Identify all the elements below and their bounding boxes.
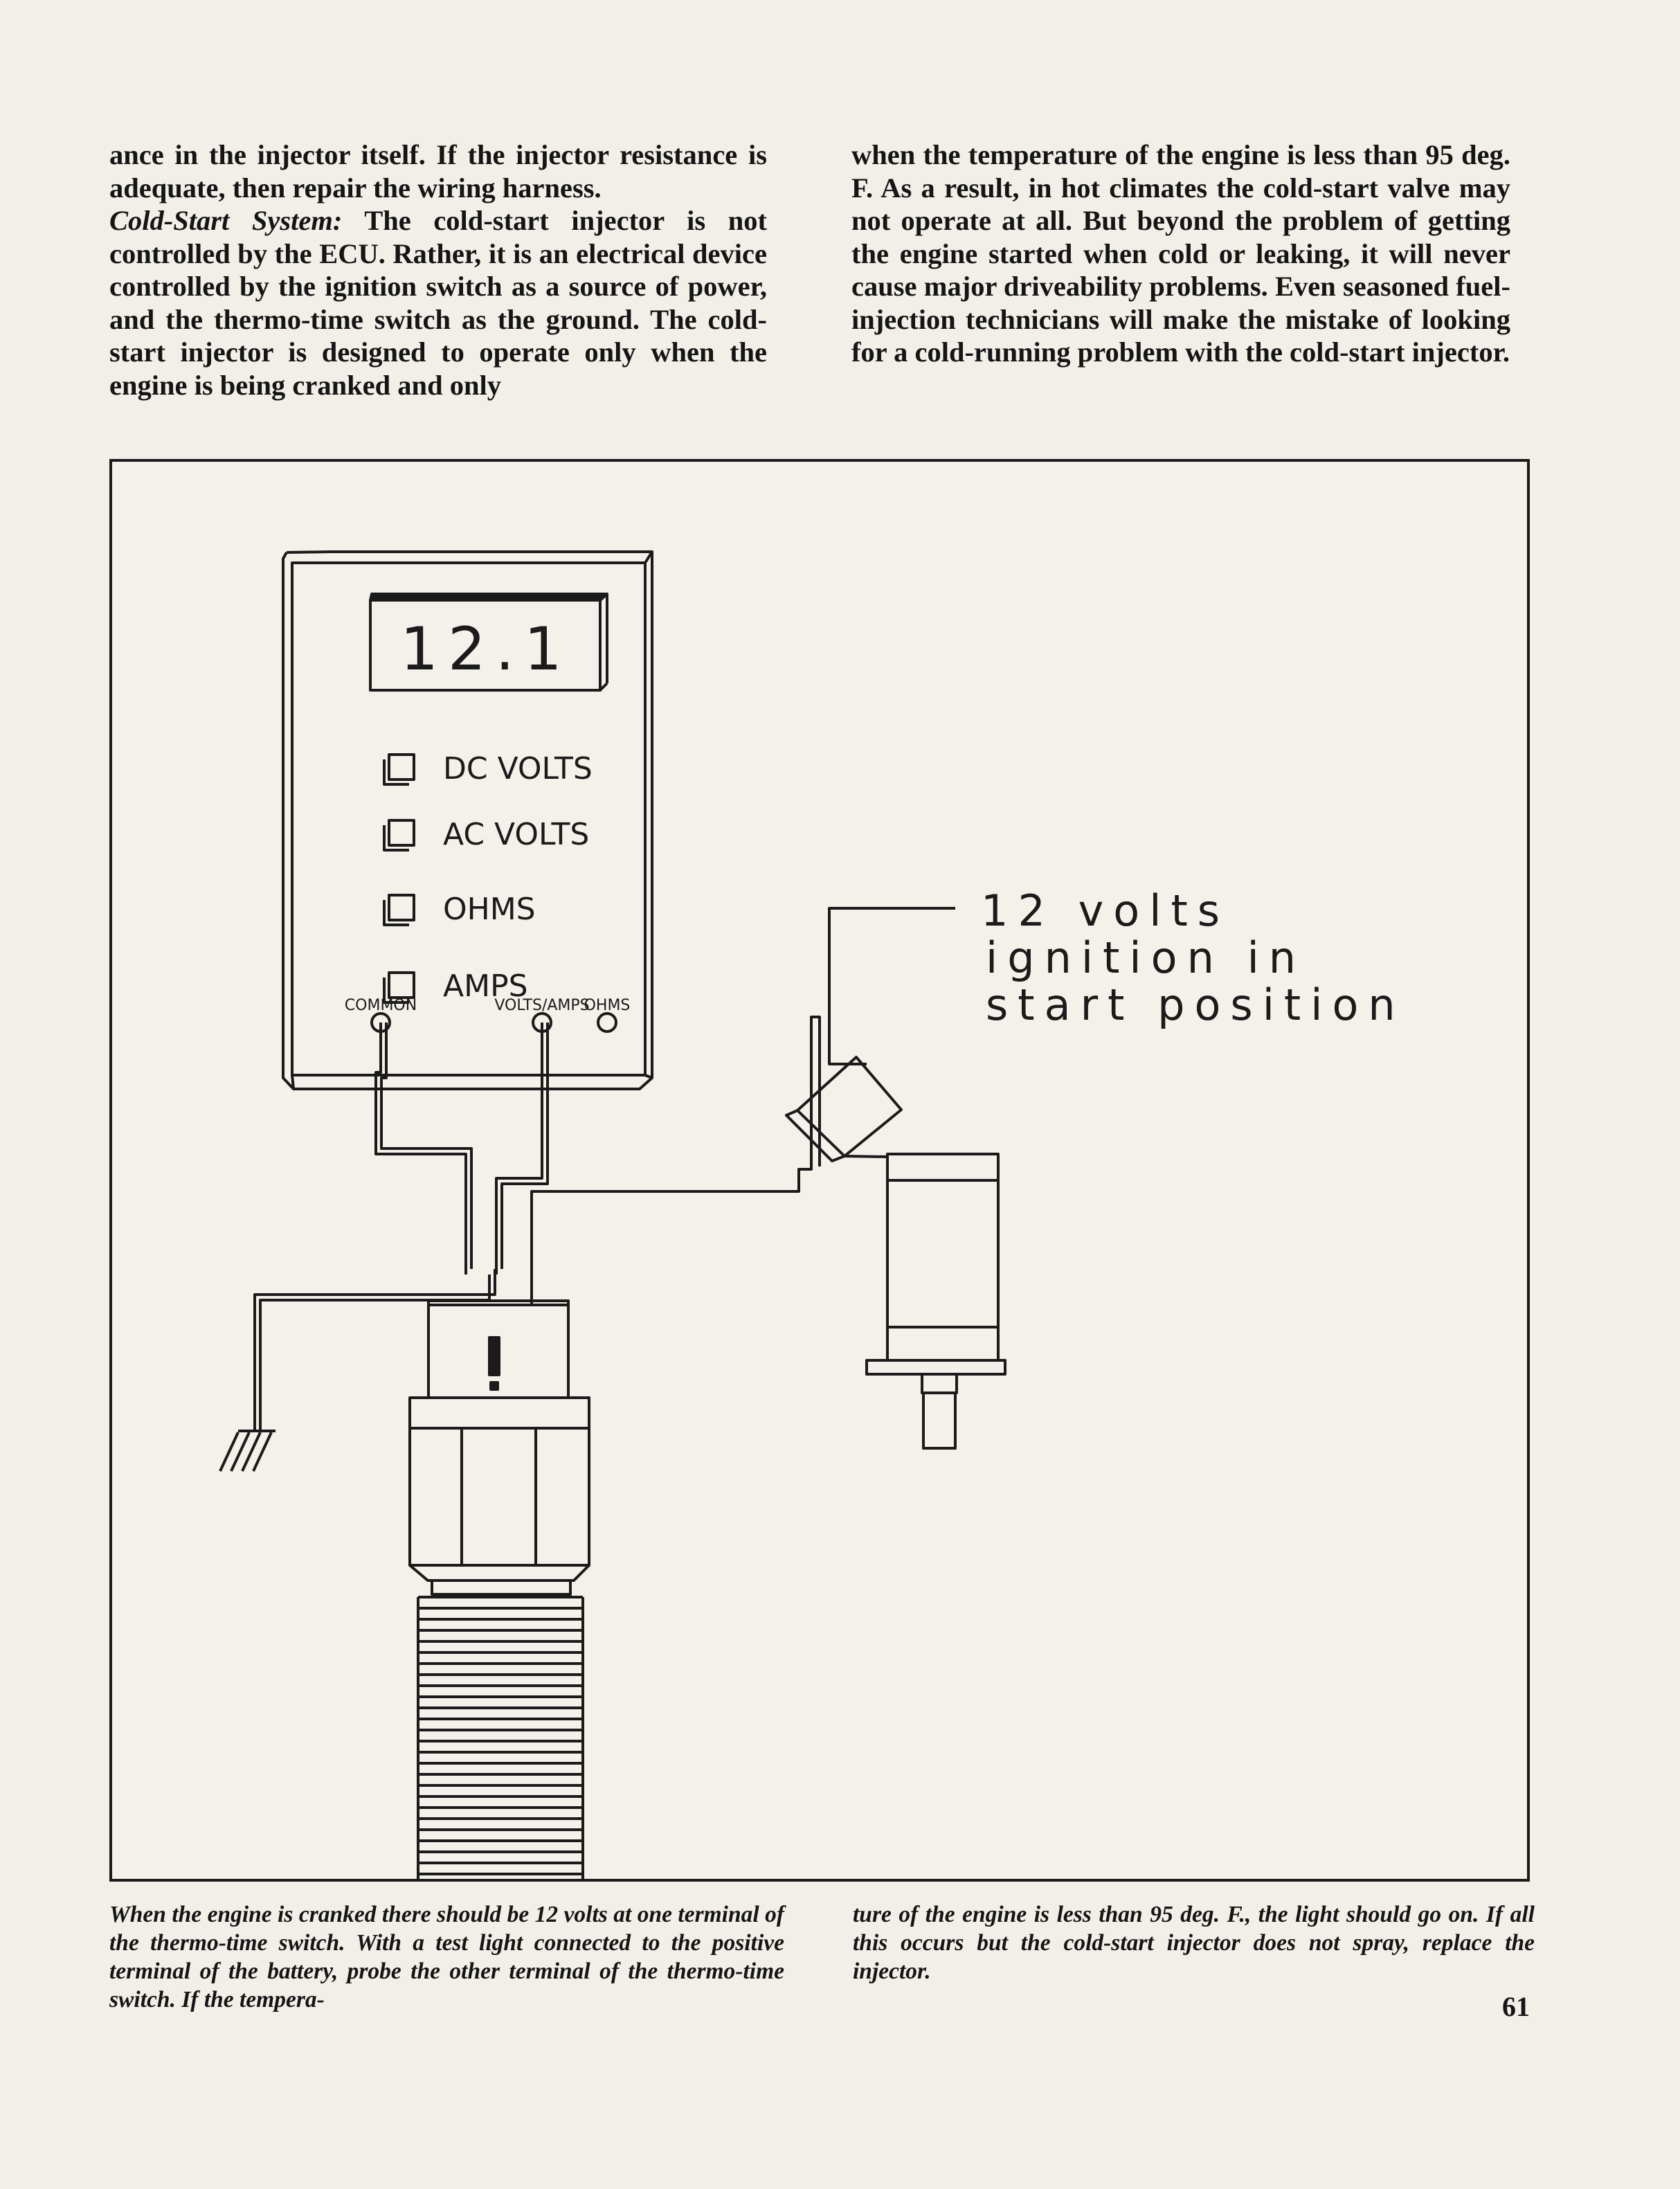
- paragraph-injector-resistance: ance in the injector itself. If the injector resistance is adequate, then repair the wiring harness.: [109, 139, 767, 204]
- figure-caption-right: [853, 1900, 1535, 1985]
- cold-start-system-text: The cold-start injector is not controlled by the ECU. Rather, it is an electrical device controlled by the ignition switch as a source of power, and the thermo-time switch as the ground. The cold-start injector is designed to operate only when the engine is being cranked and only: [109, 205, 767, 401]
- ground-wire: [260, 1274, 489, 1431]
- figure-caption-left: [109, 1900, 784, 2014]
- mode-label-ohms: OHMS: [443, 892, 536, 927]
- terminal-label-volts-amps: VOLTS/AMPS: [494, 997, 590, 1014]
- multimeter-bottom-bevel: [293, 1075, 652, 1089]
- callout-line-2: ignition in: [986, 933, 1306, 983]
- thermo-time-switch: [410, 1301, 589, 1881]
- ground-symbol: [220, 1431, 276, 1471]
- multimeter-top-bevel: [287, 552, 652, 563]
- callout-line-1: 12 volts: [981, 885, 1230, 936]
- left-text-column: [109, 138, 767, 402]
- terminal-label-ohms: OHMS: [584, 997, 631, 1014]
- caption-left-text: When the engine is cranked there should be 12 volts at one terminal of the thermo-time switch. With a test light connected to the positive terminal of the battery, probe the other terminal of the thermo-time switch. If the tempera-: [109, 1902, 784, 2012]
- thread-section: [418, 1597, 583, 1881]
- run-in-heading-cold-start: Cold-Start System:: [109, 205, 343, 236]
- meter-display-reading: 12.1: [400, 615, 572, 684]
- meter-display-bevel: [370, 594, 607, 600]
- mode-label-amps: AMPS: [443, 969, 528, 1004]
- mode-label-dc-volts: DC VOLTS: [443, 751, 593, 786]
- paragraph-temperature: when the temperature of the engine is less than 95 deg. F. As a result, in hot climates the cold-start valve may not operate at all. But beyond the problem of getting the engine started when cold or leaking, it will never cause major driveability problems. Even seasoned fuel-injection technicians will make the mistake of looking for a cold-running problem with the cold-start injector.: [851, 139, 1510, 368]
- wiring-diagram-svg: [112, 462, 1533, 1884]
- right-text-column: [851, 138, 1510, 369]
- ignition-lead-wire: [829, 908, 955, 1064]
- callout-line-3: start position: [986, 980, 1405, 1030]
- caption-right-text: ture of the engine is less than 95 deg. F., the light should go on. If all this occurs but the cold-start injector does not spray, replace the injector.: [853, 1902, 1535, 1984]
- page-number: 61: [1502, 1991, 1530, 2022]
- mode-label-ac-volts: AC VOLTS: [443, 817, 590, 852]
- paragraph-cold-start-system: [109, 204, 767, 402]
- terminal-label-common: COMMON: [344, 997, 417, 1014]
- figure-diagram: [109, 459, 1530, 1882]
